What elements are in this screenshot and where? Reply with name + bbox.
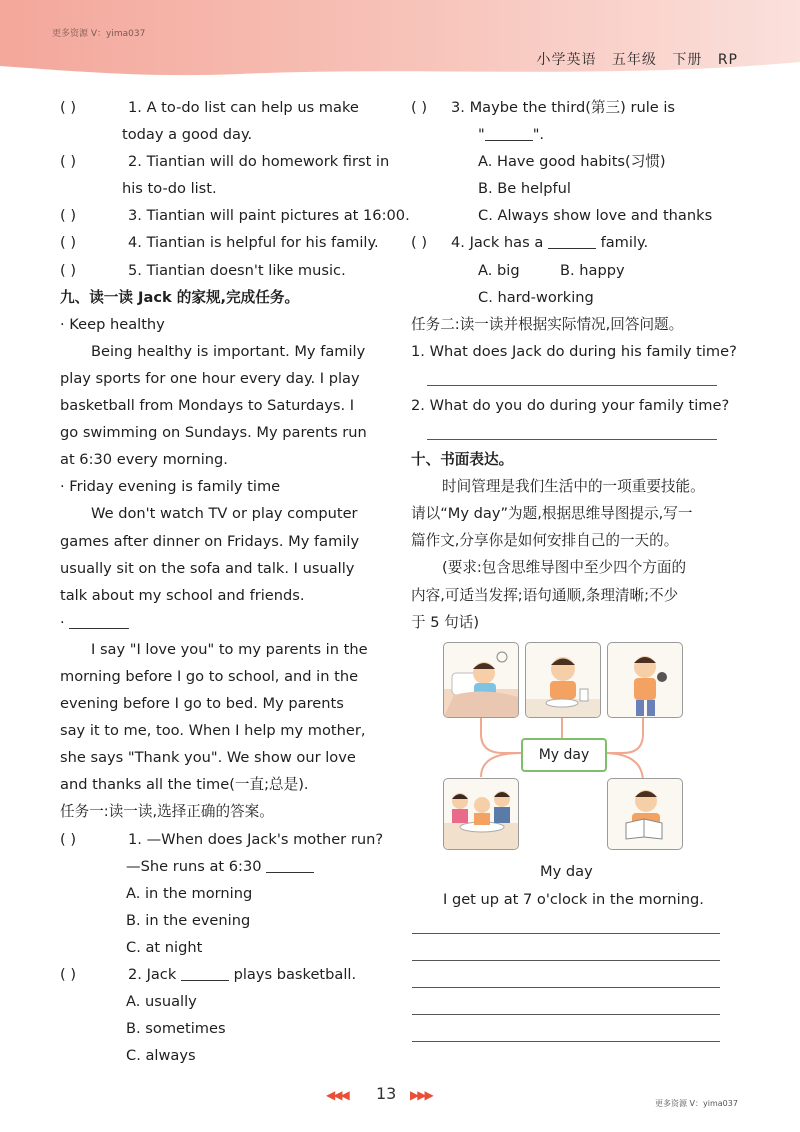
- rule-1-line: at 6:30 every morning.: [60, 451, 228, 469]
- option: A. in the morning: [126, 884, 253, 902]
- quote: ": [478, 126, 485, 144]
- option: A. big: [478, 261, 520, 279]
- edition-label: RP: [717, 52, 738, 68]
- answer-paren[interactable]: ( ): [60, 99, 77, 116]
- tf-item-1-cont: today a good day.: [122, 126, 253, 144]
- q3-blank[interactable]: [485, 124, 533, 141]
- task-1-title: 任务一:读一读,选择正确的答案。: [60, 803, 274, 821]
- next-arrows-icon: ▶▶▶: [410, 1088, 432, 1102]
- q-stem: family.: [600, 234, 649, 252]
- option: B. Be helpful: [478, 180, 571, 198]
- writing-line-1[interactable]: [412, 933, 720, 934]
- rule-3-line: I say "I love you" to my parents in the: [91, 640, 368, 658]
- tf-text: 3. Tiantian will paint pictures at 16:00.: [128, 207, 410, 225]
- bullet: ·: [60, 613, 65, 631]
- boy-reading-icon: [608, 779, 682, 849]
- option: C. at night: [126, 938, 203, 956]
- page-header: [0, 0, 800, 80]
- option: B. happy: [560, 261, 625, 279]
- section-10-title: 十、书面表达。: [411, 451, 514, 469]
- rule-3-title: [60, 609, 370, 636]
- answer-paren[interactable]: ( ): [411, 234, 428, 252]
- rule-2-line: We don't watch TV or play computer: [91, 505, 358, 523]
- left-column: [60, 94, 410, 1069]
- rule-3-blank[interactable]: [69, 612, 129, 629]
- option: C. Always show love and thanks: [478, 207, 713, 225]
- tf-item-4: [60, 229, 379, 256]
- mc-q1-stem2: [60, 853, 370, 880]
- rule-1-line: Being healthy is important. My family: [91, 342, 366, 360]
- tf-item-5: [60, 257, 370, 284]
- requirement-line: 于 5 句话): [411, 613, 480, 631]
- mc-q3-stem2: [411, 121, 731, 148]
- tf-item-3: [60, 202, 410, 229]
- q4-options-row: [411, 257, 731, 284]
- answer-paren[interactable]: ( ): [411, 99, 428, 116]
- rule-2-line: talk about my school and friends.: [60, 586, 305, 604]
- prompt-line: 篇作文,分享你是如何安排自己的一天的。: [411, 532, 679, 550]
- grade-label: 五年级: [611, 52, 657, 68]
- writing-line-5[interactable]: [412, 1041, 720, 1042]
- rule-1-line: play sports for one hour every day. I play: [60, 369, 360, 387]
- rule-3-line: morning before I go to school, and in the: [60, 667, 359, 685]
- answer-line-1[interactable]: [411, 365, 731, 392]
- rule-3-line: evening before I go to bed. My parents: [60, 695, 344, 713]
- tf-text: 2. Tiantian will do homework first in: [128, 153, 390, 171]
- answer-paren[interactable]: ( ): [60, 207, 77, 225]
- mind-map: [443, 642, 685, 852]
- reading-picture: [607, 778, 683, 850]
- prompt-line: 请以“My day”为题,根据思维导图提示,写一: [411, 505, 693, 523]
- answer-paren[interactable]: ( ): [60, 234, 77, 252]
- mc-q3: [411, 94, 731, 121]
- rule-3-line: and thanks all the time(一直;总是).: [60, 776, 309, 794]
- mind-map-center: My day: [521, 738, 607, 772]
- essay-title: My day: [540, 863, 593, 880]
- section-9-title: 九、读一读 Jack 的家规,完成任务。: [60, 288, 300, 306]
- q2-blank[interactable]: [181, 964, 229, 981]
- rule-1-title: · Keep healthy: [60, 315, 165, 333]
- rule-2-title: · Friday evening is family time: [60, 478, 281, 496]
- tf-item-1: [60, 94, 370, 121]
- right-column: [411, 94, 737, 636]
- q-stem: 2. Jack: [128, 966, 177, 983]
- rule-2-line: usually sit on the sofa and talk. I usually: [60, 559, 355, 577]
- essay-first-line: I get up at 7 o'clock in the morning.: [443, 891, 704, 908]
- tf-text: 5. Tiantian doesn't like music.: [128, 261, 346, 279]
- mc-q4: [411, 229, 731, 256]
- exercise-picture: [607, 642, 683, 718]
- rule-1-line: basketball from Mondays to Saturdays. I: [60, 397, 355, 415]
- option: B. sometimes: [126, 1020, 226, 1038]
- task-2-title: 任务二:读一读并根据实际情况,回答问题。: [411, 315, 684, 333]
- tf-text: 4. Tiantian is helpful for his family.: [128, 234, 379, 252]
- term-label: 下册: [672, 52, 703, 68]
- tf-item-2: [60, 148, 390, 175]
- prev-arrows-icon: ◀◀◀: [326, 1088, 348, 1102]
- q-stem: 3. Maybe the third(第三) rule is: [451, 99, 676, 116]
- rule-1-line: go swimming on Sundays. My parents run: [60, 424, 367, 442]
- q-stem: —She runs at 6:30: [126, 857, 262, 875]
- answer-paren[interactable]: ( ): [60, 153, 77, 171]
- writing-line-4[interactable]: [412, 1014, 720, 1015]
- header-watermark: 更多资源 V：yima037: [52, 29, 146, 39]
- prompt-line: 时间管理是我们生活中的一项重要技能。: [442, 478, 705, 496]
- q-stem: 1. —When does Jack's mother run?: [128, 830, 384, 848]
- answer-line-2[interactable]: [411, 419, 731, 446]
- wake-up-picture: [443, 642, 519, 718]
- writing-line-2[interactable]: [412, 960, 720, 961]
- answer-paren[interactable]: ( ): [60, 830, 77, 848]
- family-dinner-picture: [443, 778, 519, 850]
- q1-blank[interactable]: [266, 856, 314, 873]
- page-number: 13: [376, 1084, 397, 1103]
- answer-paren[interactable]: ( ): [60, 261, 77, 279]
- footer-watermark: 更多资源 V：yima037: [655, 1099, 738, 1108]
- rule-3-line: say it to me, too. When I help my mother,: [60, 722, 366, 740]
- breakfast-picture: [525, 642, 601, 718]
- tf-text: 1. A to-do list can help us make: [128, 99, 359, 116]
- quote: ".: [532, 126, 545, 144]
- mc-q1: [60, 826, 384, 853]
- boy-eating-icon: [526, 643, 600, 717]
- rule-2-line: games after dinner on Fridays. My family: [60, 532, 360, 550]
- tf-item-2-cont: his to-do list.: [122, 180, 217, 198]
- boy-waking-up-icon: [444, 643, 518, 717]
- requirement-line: 内容,可适当发挥;语句通顺,条理清晰;不少: [411, 586, 679, 604]
- rule-3-line: she says "Thank you". We show our love: [60, 749, 356, 767]
- option: C. hard-working: [478, 288, 594, 306]
- answer-paren[interactable]: ( ): [60, 966, 77, 983]
- q-stem: plays basketball.: [233, 966, 357, 983]
- option: A. Have good habits(习惯): [478, 153, 666, 171]
- writing-line-3[interactable]: [412, 987, 720, 988]
- option: A. usually: [126, 993, 197, 1011]
- book-info: [526, 49, 738, 69]
- boy-exercising-icon: [608, 643, 682, 717]
- subject-label: 小学英语: [536, 52, 597, 68]
- option: B. in the evening: [126, 911, 251, 929]
- task-2-q2: 2. What do you do during your family time?: [411, 396, 730, 414]
- option: C. always: [126, 1047, 196, 1065]
- q4-blank[interactable]: [548, 232, 596, 249]
- mc-q2: [60, 961, 370, 988]
- task-2-q1: 1. What does Jack do during his family time?: [411, 342, 737, 360]
- q-stem: 4. Jack has a: [451, 234, 544, 252]
- requirement-line: (要求:包含思维导图中至少四个方面的: [442, 559, 687, 577]
- family-dinner-icon: [444, 779, 518, 849]
